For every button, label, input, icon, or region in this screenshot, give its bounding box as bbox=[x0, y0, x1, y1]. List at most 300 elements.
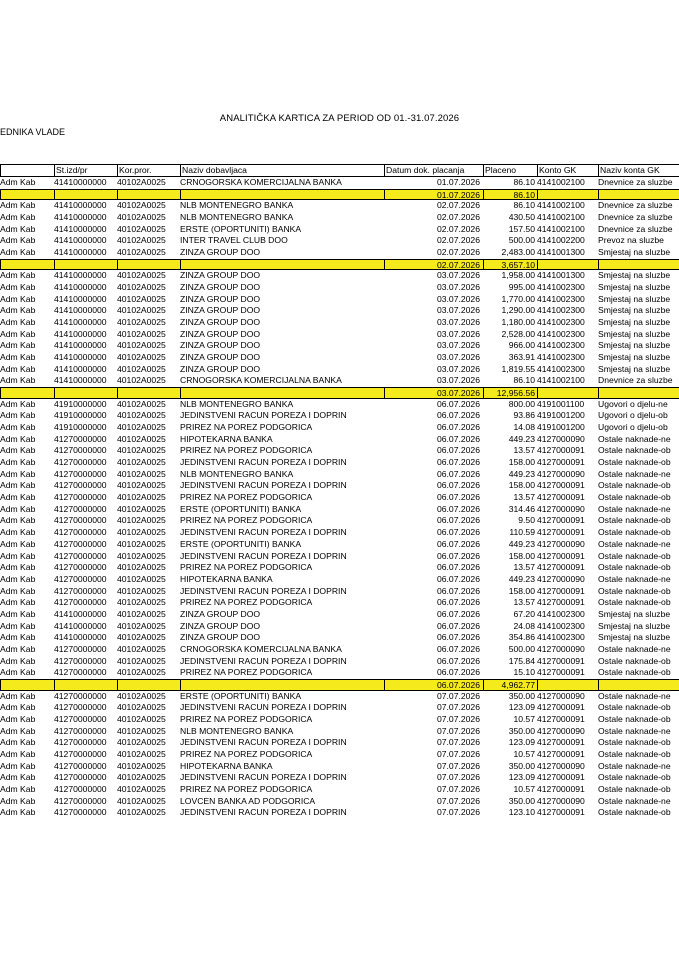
table-cell: 40102A0025 bbox=[117, 748, 166, 759]
table-row bbox=[0, 445, 679, 457]
table-row bbox=[0, 644, 679, 656]
table-cell: PRIREZ NA POREZ PODGORICA bbox=[180, 515, 313, 526]
table-cell: 41410000000 bbox=[54, 212, 107, 223]
table-cell: PRIREZ NA POREZ PODGORICA bbox=[180, 422, 313, 433]
table-cell: 4127000091 bbox=[537, 457, 585, 468]
table-cell: 4127000091 bbox=[537, 772, 585, 783]
table-row bbox=[0, 761, 679, 773]
table-cell bbox=[54, 680, 116, 690]
table-row bbox=[0, 457, 679, 469]
table-cell: 41270000000 bbox=[54, 702, 107, 713]
table-cell: 4141002300 bbox=[537, 328, 585, 339]
table-cell: 41270000000 bbox=[54, 585, 107, 596]
table-cell: NLB MONTENEGRO BANKA bbox=[180, 200, 294, 211]
table-cell: 03.07.2026 bbox=[436, 363, 480, 374]
table-cell: 01.07.2026 bbox=[436, 177, 480, 187]
table-cell: 07.07.2026 bbox=[436, 725, 480, 736]
table-cell: Adm Kab bbox=[0, 667, 36, 678]
table-cell: 07.07.2026 bbox=[436, 783, 480, 794]
table-cell: Adm Kab bbox=[0, 515, 36, 526]
table-cell: 4127000090 bbox=[537, 468, 585, 479]
table-cell: 4141002100 bbox=[537, 375, 585, 386]
table-row bbox=[0, 515, 679, 527]
table-cell: 41410000000 bbox=[54, 620, 107, 631]
table-cell: Adm Kab bbox=[0, 550, 36, 561]
table-cell: Ostale naknade-ne bbox=[598, 760, 671, 771]
table-cell: 41270000000 bbox=[54, 480, 107, 491]
table-cell: Smjestaj na sluzbe bbox=[598, 328, 671, 339]
table-row bbox=[0, 224, 679, 236]
table-cell bbox=[54, 388, 116, 398]
table-cell: 4141002100 bbox=[537, 177, 585, 187]
column-header: Konto GK bbox=[537, 165, 597, 176]
table-cell: 4191001100 bbox=[537, 398, 585, 409]
table-cell: ZINZA GROUP DOO bbox=[180, 305, 261, 316]
table-cell: Adm Kab bbox=[0, 690, 36, 701]
table-cell: 03.07.2026 bbox=[436, 305, 480, 316]
table-cell: Smjestaj na sluzbe bbox=[598, 305, 671, 316]
table-cell: NLB MONTENEGRO BANKA bbox=[180, 212, 294, 223]
table-row bbox=[0, 609, 679, 621]
table-cell: 350.00 bbox=[508, 760, 535, 771]
table-cell: Adm Kab bbox=[0, 270, 36, 281]
table-cell: 41270000000 bbox=[54, 503, 107, 514]
table-cell: 41270000000 bbox=[54, 737, 107, 748]
table-cell: 158.00 bbox=[508, 457, 535, 468]
table-cell: Ostale naknade-ob bbox=[598, 667, 671, 678]
table-cell: 02.07.2026 bbox=[436, 212, 480, 223]
table-cell: ZINZA GROUP DOO bbox=[180, 363, 261, 374]
table-cell: 40102A0025 bbox=[117, 702, 166, 713]
table-cell bbox=[537, 260, 597, 270]
table-cell: ZINZA GROUP DOO bbox=[180, 352, 261, 363]
table-cell: 41410000000 bbox=[54, 305, 107, 316]
table-cell: 2,528.00 bbox=[501, 328, 535, 339]
table-cell: Adm Kab bbox=[0, 200, 36, 211]
table-row bbox=[0, 586, 679, 598]
table-cell: 40102A0025 bbox=[117, 655, 166, 666]
table-cell: 41270000000 bbox=[54, 597, 107, 608]
column-header: Datum dok. placanja bbox=[384, 165, 482, 176]
table-cell: 41270000000 bbox=[54, 527, 107, 538]
table-cell: 13.57 bbox=[513, 492, 535, 503]
table-row bbox=[0, 527, 679, 539]
table-cell: 40102A0025 bbox=[117, 643, 166, 654]
table-cell: 41410000000 bbox=[54, 223, 107, 234]
table-cell: 4141002300 bbox=[537, 317, 585, 328]
table-row bbox=[0, 247, 679, 259]
table-cell: 41410000000 bbox=[54, 375, 107, 386]
column-header: St.izd/pr bbox=[54, 165, 116, 176]
table-cell: 40102A0025 bbox=[117, 597, 166, 608]
table-row bbox=[0, 352, 679, 364]
table-cell: 4127000091 bbox=[537, 783, 585, 794]
table-cell: Adm Kab bbox=[0, 480, 36, 491]
table-cell: 4141002100 bbox=[537, 200, 585, 211]
column-header: Naziv dobavljaca bbox=[180, 165, 383, 176]
table-row bbox=[0, 294, 679, 306]
table-cell: 1,290.00 bbox=[501, 305, 535, 316]
table-cell bbox=[117, 388, 179, 398]
table-cell: 06.07.2026 bbox=[436, 608, 480, 619]
table-cell: 93.86 bbox=[513, 410, 535, 421]
column-header: Naziv konta GK bbox=[598, 165, 679, 176]
table-cell: 40102A0025 bbox=[117, 585, 166, 596]
table-row bbox=[0, 597, 679, 609]
table-cell: 4127000090 bbox=[537, 690, 585, 701]
table-cell: 06.07.2026 bbox=[436, 492, 480, 503]
table-cell: 449.23 bbox=[508, 573, 535, 584]
table-cell: 40102A0025 bbox=[117, 340, 166, 351]
table-cell: 41270000000 bbox=[54, 748, 107, 759]
table-cell: 123.09 bbox=[508, 737, 535, 748]
table-cell: Smjestaj na sluzbe bbox=[598, 632, 671, 643]
table-cell: Ostale naknade-ob bbox=[598, 550, 671, 561]
table-cell: Adm Kab bbox=[0, 363, 36, 374]
table-cell: 4127000091 bbox=[537, 550, 585, 561]
table-cell: 4127000091 bbox=[537, 527, 585, 538]
table-cell: Adm Kab bbox=[0, 223, 36, 234]
table-cell: 995.00 bbox=[508, 282, 535, 293]
table-cell: ZINZA GROUP DOO bbox=[180, 328, 261, 339]
table-cell: Ostale naknade-ne bbox=[598, 690, 671, 701]
table-cell: 40102A0025 bbox=[117, 293, 166, 304]
table-cell: 4127000091 bbox=[537, 492, 585, 503]
table-cell: 500.00 bbox=[508, 643, 535, 654]
table-cell: 157.50 bbox=[508, 223, 535, 234]
table-cell: 4127000091 bbox=[537, 445, 585, 456]
table-cell: PRIREZ NA POREZ PODGORICA bbox=[180, 597, 313, 608]
table-cell: 40102A0025 bbox=[117, 247, 166, 258]
table-cell: 03.07.2026 bbox=[436, 375, 480, 386]
table-cell: 40102A0025 bbox=[117, 422, 166, 433]
table-cell: 40102A0025 bbox=[117, 573, 166, 584]
table-cell: 41270000000 bbox=[54, 445, 107, 456]
table-cell: 86.10 bbox=[513, 200, 535, 211]
table-row bbox=[0, 270, 679, 282]
table-cell bbox=[117, 680, 179, 690]
table-cell: Ostale naknade-ne bbox=[598, 573, 671, 584]
table-row bbox=[0, 340, 679, 352]
table-cell: 449.23 bbox=[508, 433, 535, 444]
table-cell: Ostale naknade-ne bbox=[598, 503, 671, 514]
table-cell: 40102A0025 bbox=[117, 795, 166, 806]
table-cell: 1,180.00 bbox=[501, 317, 535, 328]
table-cell: PRIREZ NA POREZ PODGORICA bbox=[180, 783, 313, 794]
table-cell: Adm Kab bbox=[0, 783, 36, 794]
table-cell: 41270000000 bbox=[54, 468, 107, 479]
table-cell: 158.00 bbox=[508, 480, 535, 491]
table-row bbox=[0, 504, 679, 516]
report-subtitle: EDNIKA VLADE bbox=[0, 127, 66, 137]
table-cell: 02.07.2026 bbox=[384, 260, 482, 270]
table-cell: 41270000000 bbox=[54, 433, 107, 444]
table-cell: 41410000000 bbox=[54, 632, 107, 643]
table-cell: Smjestaj na sluzbe bbox=[598, 293, 671, 304]
table-cell: JEDINSTVENI RACUN POREZA I DOPRIN bbox=[180, 655, 347, 666]
table-cell: Ostale naknade-ob bbox=[598, 655, 671, 666]
table-cell: 40102A0025 bbox=[117, 492, 166, 503]
table-cell: 40102A0025 bbox=[117, 305, 166, 316]
table-cell: PRIREZ NA POREZ PODGORICA bbox=[180, 748, 313, 759]
table-cell: 02.07.2026 bbox=[436, 247, 480, 258]
table-cell: 06.07.2026 bbox=[436, 503, 480, 514]
table-cell: 06.07.2026 bbox=[436, 445, 480, 456]
table-cell: 4127000091 bbox=[537, 702, 585, 713]
table-cell: 03.07.2026 bbox=[436, 270, 480, 281]
table-cell: 4127000090 bbox=[537, 643, 585, 654]
table-cell: ZINZA GROUP DOO bbox=[180, 632, 261, 643]
table-cell: 06.07.2026 bbox=[436, 422, 480, 433]
table-cell: Ostale naknade-ob bbox=[598, 480, 671, 491]
table-cell: 40102A0025 bbox=[117, 223, 166, 234]
table-cell: 449.23 bbox=[508, 468, 535, 479]
table-cell: Adm Kab bbox=[0, 608, 36, 619]
table-cell: 40102A0025 bbox=[117, 177, 166, 187]
table-cell: 14.08 bbox=[513, 422, 535, 433]
table-cell: 41270000000 bbox=[54, 538, 107, 549]
table-cell bbox=[0, 388, 53, 398]
table-row bbox=[0, 551, 679, 563]
table-cell: 4127000091 bbox=[537, 737, 585, 748]
table-cell: 4141001300 bbox=[537, 247, 585, 258]
table-cell: 06.07.2026 bbox=[436, 643, 480, 654]
table-cell: 41270000000 bbox=[54, 573, 107, 584]
table-cell: Smjestaj na sluzbe bbox=[598, 317, 671, 328]
table-cell: 06.07.2026 bbox=[436, 468, 480, 479]
table-cell: Ostale naknade-ob bbox=[598, 492, 671, 503]
table-cell: NLB MONTENEGRO BANKA bbox=[180, 398, 294, 409]
table-row bbox=[0, 562, 679, 574]
table-cell: Adm Kab bbox=[0, 212, 36, 223]
table-cell: 41910000000 bbox=[54, 398, 107, 409]
table-cell: 123.09 bbox=[508, 702, 535, 713]
table-cell: 4,962.77 bbox=[483, 680, 536, 690]
table-cell bbox=[180, 190, 383, 200]
table-cell: 41270000000 bbox=[54, 667, 107, 678]
table-cell: 41270000000 bbox=[54, 690, 107, 701]
table-cell: JEDINSTVENI RACUN POREZA I DOPRIN bbox=[180, 527, 347, 538]
table-cell: ERSTE (OPORTUNITI) BANKA bbox=[180, 690, 302, 701]
table-cell: 40102A0025 bbox=[117, 608, 166, 619]
table-row bbox=[0, 282, 679, 294]
table-cell: NLB MONTENEGRO BANKA bbox=[180, 468, 294, 479]
table-cell: 40102A0025 bbox=[117, 200, 166, 211]
table-cell: 06.07.2026 bbox=[436, 562, 480, 573]
table-cell: JEDINSTVENI RACUN POREZA I DOPRIN bbox=[180, 772, 347, 783]
table-row bbox=[0, 772, 679, 784]
table-cell: 4127000091 bbox=[537, 515, 585, 526]
table-cell bbox=[598, 190, 679, 200]
table-cell: 1,819.55 bbox=[501, 363, 535, 374]
table-row bbox=[0, 480, 679, 492]
table-cell: Adm Kab bbox=[0, 305, 36, 316]
table-cell: 40102A0025 bbox=[117, 445, 166, 456]
table-cell: 40102A0025 bbox=[117, 480, 166, 491]
table-cell: Adm Kab bbox=[0, 410, 36, 421]
table-cell: 41410000000 bbox=[54, 200, 107, 211]
table-body bbox=[0, 177, 679, 819]
table-cell: ZINZA GROUP DOO bbox=[180, 247, 261, 258]
table-cell: 06.07.2026 bbox=[384, 680, 482, 690]
table-cell: 123.10 bbox=[508, 807, 535, 818]
table-cell: Ostale naknade-ob bbox=[598, 445, 671, 456]
table-cell: 4141002300 bbox=[537, 340, 585, 351]
table-row bbox=[0, 632, 679, 644]
table-cell: 07.07.2026 bbox=[436, 737, 480, 748]
table-cell: ZINZA GROUP DOO bbox=[180, 340, 261, 351]
table-cell: Ostale naknade-ob bbox=[598, 515, 671, 526]
table-cell: 4127000091 bbox=[537, 748, 585, 759]
table-cell: 3,657.10 bbox=[483, 260, 536, 270]
table-cell: Adm Kab bbox=[0, 527, 36, 538]
table-cell: INTER TRAVEL CLUB DOO bbox=[180, 235, 288, 246]
table-cell: 40102A0025 bbox=[117, 527, 166, 538]
subtotal-row bbox=[0, 259, 679, 271]
table-cell: 2,483.00 bbox=[501, 247, 535, 258]
table-cell: 41410000000 bbox=[54, 282, 107, 293]
table-cell: 449.23 bbox=[508, 538, 535, 549]
table-cell: 06.07.2026 bbox=[436, 620, 480, 631]
table-cell: 41410000000 bbox=[54, 293, 107, 304]
table-cell: 03.07.2026 bbox=[436, 282, 480, 293]
table-cell: Adm Kab bbox=[0, 433, 36, 444]
table-cell: Ostale naknade-ob bbox=[598, 713, 671, 724]
table-cell: 40102A0025 bbox=[117, 667, 166, 678]
table-cell: 07.07.2026 bbox=[436, 748, 480, 759]
table-cell: 07.07.2026 bbox=[436, 702, 480, 713]
table-cell: 350.00 bbox=[508, 795, 535, 806]
table-cell: 24.08 bbox=[513, 620, 535, 631]
table-cell: 02.07.2026 bbox=[436, 223, 480, 234]
table-cell: Dnevnice za sluzbe bbox=[598, 177, 673, 187]
table-cell: Adm Kab bbox=[0, 317, 36, 328]
table-cell: 41270000000 bbox=[54, 643, 107, 654]
table-cell: 03.07.2026 bbox=[384, 388, 482, 398]
table-cell bbox=[180, 680, 383, 690]
table-row bbox=[0, 434, 679, 446]
table-cell: Adm Kab bbox=[0, 760, 36, 771]
table-cell: 67.20 bbox=[513, 608, 535, 619]
table-cell: 07.07.2026 bbox=[436, 690, 480, 701]
table-cell: 40102A0025 bbox=[117, 352, 166, 363]
table-cell: 41270000000 bbox=[54, 807, 107, 818]
table-cell: 40102A0025 bbox=[117, 783, 166, 794]
table-cell: Adm Kab bbox=[0, 538, 36, 549]
table-cell: Adm Kab bbox=[0, 643, 36, 654]
table-cell bbox=[0, 190, 53, 200]
table-cell: 40102A0025 bbox=[117, 550, 166, 561]
table-cell: 06.07.2026 bbox=[436, 655, 480, 666]
table-cell: 123.09 bbox=[508, 772, 535, 783]
table-cell: Ugovori o djelu-ne bbox=[598, 398, 668, 409]
table-cell: 07.07.2026 bbox=[436, 760, 480, 771]
table-row bbox=[0, 726, 679, 738]
table-cell: 4141002300 bbox=[537, 363, 585, 374]
table-cell bbox=[598, 260, 679, 270]
table-cell: 86.10 bbox=[513, 375, 535, 386]
table-cell: Dnevnice za sluzbe bbox=[598, 375, 673, 386]
table-row bbox=[0, 317, 679, 329]
table-cell: 40102A0025 bbox=[117, 725, 166, 736]
table-header bbox=[0, 164, 679, 177]
table-cell: Ostale naknade-ob bbox=[598, 748, 671, 759]
table-cell: 06.07.2026 bbox=[436, 433, 480, 444]
table-row bbox=[0, 714, 679, 726]
table-cell: Adm Kab bbox=[0, 492, 36, 503]
table-cell: 4141002300 bbox=[537, 282, 585, 293]
table-cell: 4141002300 bbox=[537, 608, 585, 619]
column-header bbox=[0, 165, 53, 176]
table-row bbox=[0, 364, 679, 376]
table-cell: CRNOGORSKA KOMERCIJALNA BANKA bbox=[180, 643, 342, 654]
table-row bbox=[0, 539, 679, 551]
table-cell: 4141002300 bbox=[537, 632, 585, 643]
table-cell: Adm Kab bbox=[0, 328, 36, 339]
table-cell: Adm Kab bbox=[0, 597, 36, 608]
table-cell: 4141002200 bbox=[537, 235, 585, 246]
table-cell: JEDINSTVENI RACUN POREZA I DOPRIN bbox=[180, 480, 347, 491]
table-cell: 4127000090 bbox=[537, 760, 585, 771]
table-cell: 363.91 bbox=[508, 352, 535, 363]
table-cell: Ugovori o djelu-ob bbox=[598, 410, 668, 421]
table-cell: 02.07.2026 bbox=[436, 200, 480, 211]
table-cell: 41910000000 bbox=[54, 410, 107, 421]
table-cell: PRIREZ NA POREZ PODGORICA bbox=[180, 562, 313, 573]
table-cell: JEDINSTVENI RACUN POREZA I DOPRIN bbox=[180, 702, 347, 713]
table-cell: 10.57 bbox=[513, 713, 535, 724]
table-cell: 40102A0025 bbox=[117, 212, 166, 223]
table-cell: Smjestaj na sluzbe bbox=[598, 340, 671, 351]
table-cell: 06.07.2026 bbox=[436, 527, 480, 538]
table-cell: 41270000000 bbox=[54, 725, 107, 736]
table-cell: 40102A0025 bbox=[117, 562, 166, 573]
table-cell: 4127000090 bbox=[537, 503, 585, 514]
table-cell: 06.07.2026 bbox=[436, 573, 480, 584]
table-cell: ZINZA GROUP DOO bbox=[180, 608, 261, 619]
table-cell: Ostale naknade-ob bbox=[598, 737, 671, 748]
table-cell: ERSTE (OPORTUNITI) BANKA bbox=[180, 538, 302, 549]
table-cell: 41410000000 bbox=[54, 340, 107, 351]
table-cell: Dnevnice za sluzbe bbox=[598, 223, 673, 234]
table-cell: 40102A0025 bbox=[117, 468, 166, 479]
table-cell: 4127000090 bbox=[537, 573, 585, 584]
table-cell: JEDINSTVENI RACUN POREZA I DOPRIN bbox=[180, 807, 347, 818]
table-cell: 350.00 bbox=[508, 725, 535, 736]
table-cell: Adm Kab bbox=[0, 573, 36, 584]
table-cell: 03.07.2026 bbox=[436, 340, 480, 351]
table-cell bbox=[537, 680, 597, 690]
table-row bbox=[0, 796, 679, 808]
table-cell bbox=[537, 388, 597, 398]
table-cell: CRNOGORSKA KOMERCIJALNA BANKA bbox=[180, 375, 342, 386]
table-cell: 40102A0025 bbox=[117, 515, 166, 526]
table-cell: 15.10 bbox=[513, 667, 535, 678]
table-cell: 07.07.2026 bbox=[436, 772, 480, 783]
table-row bbox=[0, 375, 679, 387]
table-cell: 4141002100 bbox=[537, 223, 585, 234]
table-cell: HIPOTEKARNA BANKA bbox=[180, 573, 273, 584]
table-row bbox=[0, 492, 679, 504]
table-cell: Ostale naknade-ob bbox=[598, 457, 671, 468]
table-cell: 40102A0025 bbox=[117, 410, 166, 421]
table-cell: 06.07.2026 bbox=[436, 585, 480, 596]
table-cell: 06.07.2026 bbox=[436, 550, 480, 561]
table-cell: 07.07.2026 bbox=[436, 795, 480, 806]
table-cell: PRIREZ NA POREZ PODGORICA bbox=[180, 713, 313, 724]
table-cell: 1,958.00 bbox=[501, 270, 535, 281]
table-cell: JEDINSTVENI RACUN POREZA I DOPRIN bbox=[180, 410, 347, 421]
